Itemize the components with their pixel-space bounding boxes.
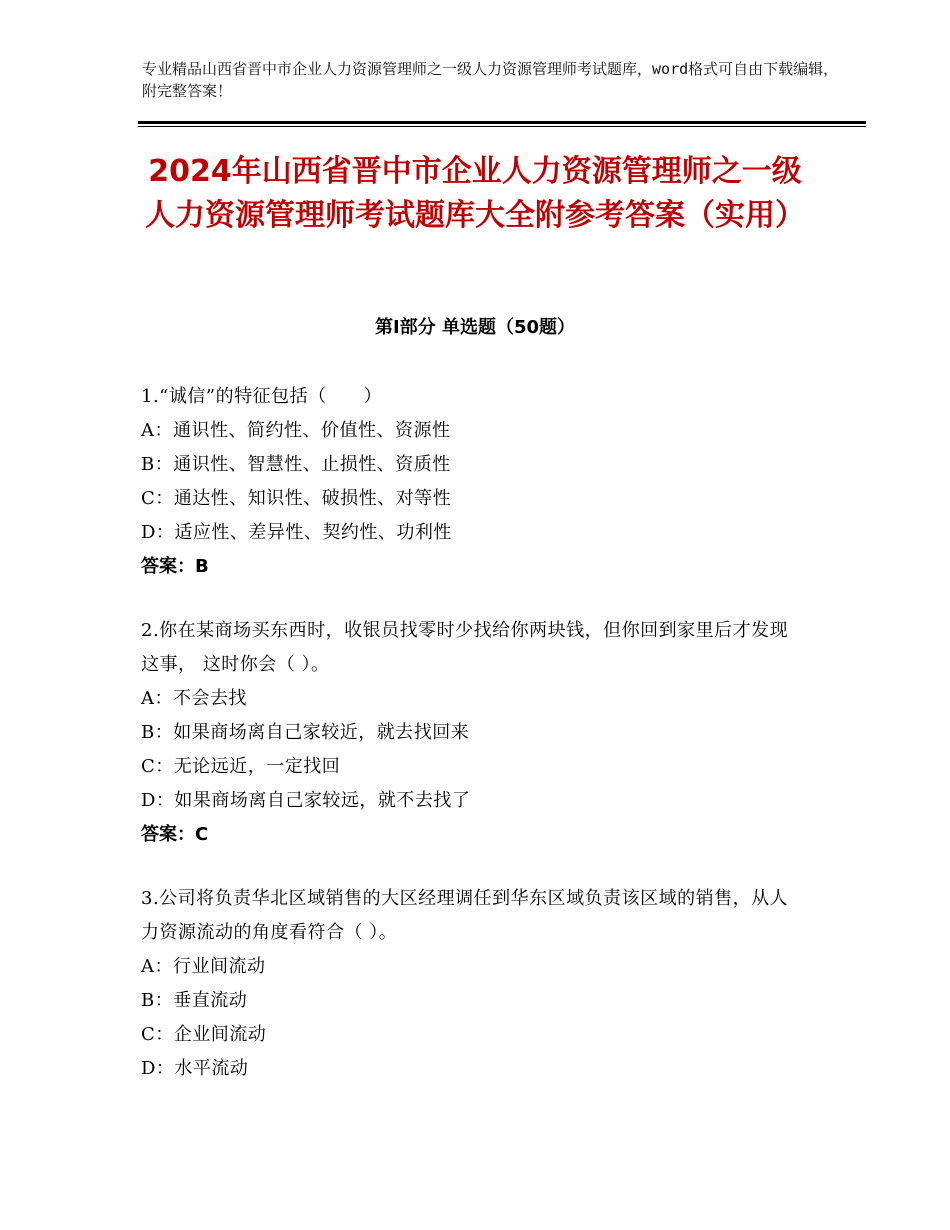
question-stem: 3.公司将负责华北区域销售的大区经理调任到华东区域负责该区域的销售，从人力资源流动的角度看符合（ ）。 (141, 888, 789, 943)
option-d: D：水平流动 (141, 1058, 249, 1079)
question-list (141, 380, 801, 1116)
question-2 (141, 614, 801, 852)
option-d: D：适应性、差异性、契约性、功利性 (141, 522, 452, 543)
option-c: C：企业间流动 (141, 1024, 267, 1045)
option-a: A：行业间流动 (141, 956, 266, 977)
document-title: 2024年山西省晋中市企业人力资源管理师之一级人力资源管理师考试题库大全附参考答案（实用） (145, 154, 805, 233)
header-rule-thin (138, 126, 866, 127)
question-3 (141, 882, 801, 1086)
option-b: B：垂直流动 (141, 990, 248, 1011)
question-1 (141, 380, 801, 584)
option-c: C：无论远近，一定找回 (141, 756, 341, 777)
answer: 答案：C (141, 824, 209, 845)
option-b: B：通识性、智慧性、止损性、资质性 (141, 454, 451, 475)
option-c: C：通达性、知识性、破损性、对等性 (141, 488, 452, 509)
section-heading: 第Ⅰ部分 单选题（50题） (374, 317, 575, 338)
option-a: A：通识性、简约性、价值性、资源性 (141, 420, 451, 441)
answer: 答案：B (141, 556, 209, 577)
header-note: 专业精品山西省晋中市企业人力资源管理师之一级人力资源管理师考试题库，word格式可自由下载编辑，附完整答案！ (142, 60, 839, 100)
option-a: A：不会去找 (141, 688, 247, 709)
question-stem: 1.“诚信”的特征包括（ ） (141, 386, 383, 407)
header-rule-thick (138, 121, 866, 124)
option-b: B：如果商场离自己家较近，就去找回来 (141, 722, 470, 743)
option-d: D：如果商场离自己家较远，就不去找了 (141, 790, 471, 811)
question-stem: 2.你在某商场买东西时，收银员找零时少找给你两块钱，但你回到家里后才发现这事， 这时你会（ ）。 (141, 620, 789, 675)
